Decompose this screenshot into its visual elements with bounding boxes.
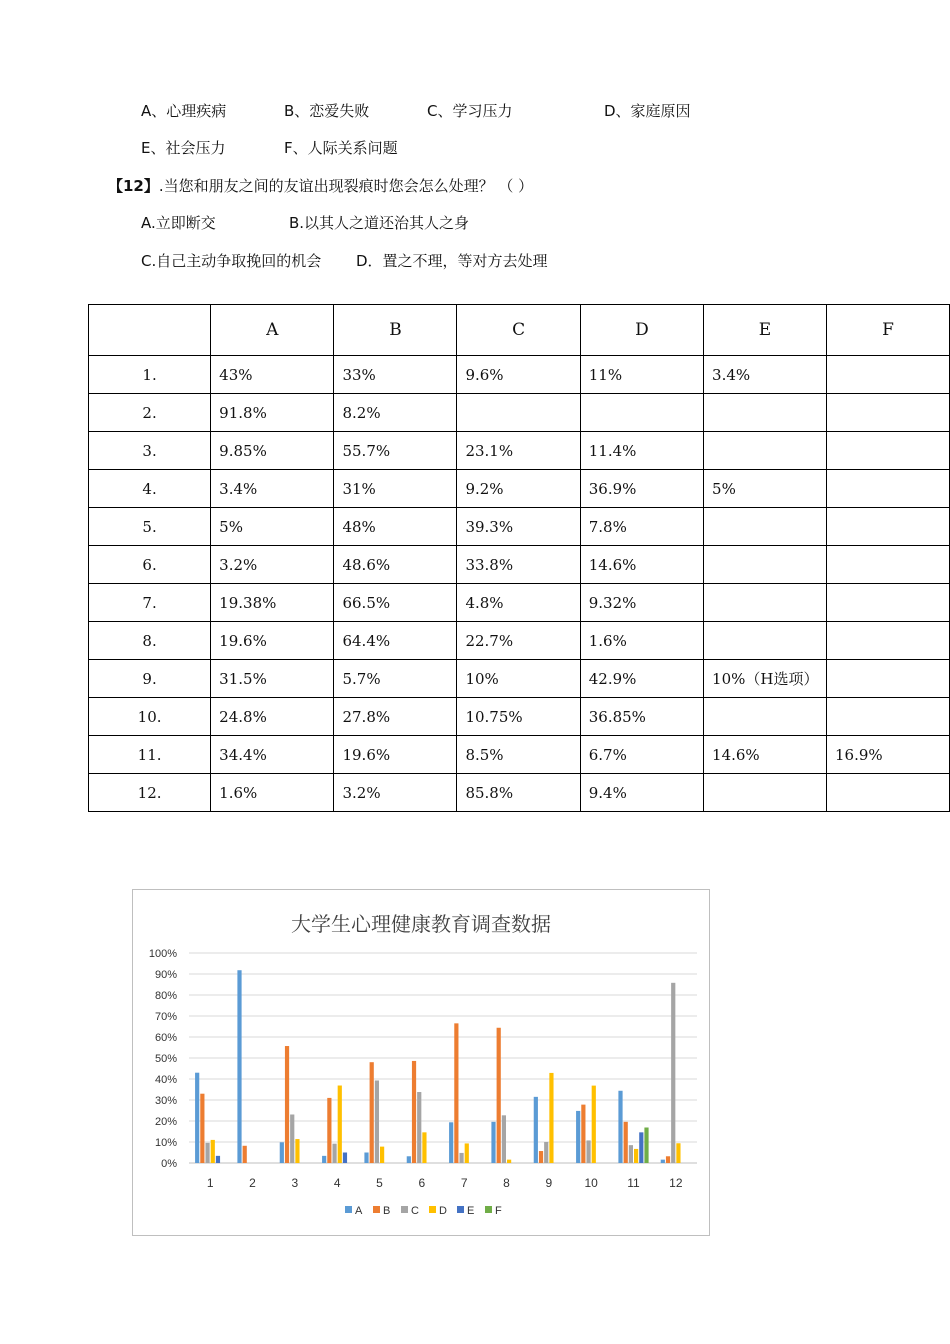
bar-A-6 xyxy=(407,1156,411,1163)
q12-option-c: C.自己主动争取挽回的机会 xyxy=(141,252,322,270)
table-cell: 16.9% xyxy=(827,736,950,774)
table-cell: 36.85% xyxy=(580,698,703,736)
table-cell: 43% xyxy=(211,356,334,394)
bar-B-3 xyxy=(285,1046,289,1163)
table-cell xyxy=(827,584,950,622)
bar-B-4 xyxy=(327,1098,331,1163)
chart-title: 大学生心理健康教育调查数据 xyxy=(291,912,551,936)
table-cell: 34.4% xyxy=(211,736,334,774)
row-number-cell: 2. xyxy=(89,394,211,432)
table-row xyxy=(89,508,950,546)
table-cell: 9.85% xyxy=(211,432,334,470)
table-cell xyxy=(580,394,703,432)
table-cell: 9.2% xyxy=(457,470,580,508)
table-cell: 9.4% xyxy=(580,774,703,812)
table-cell xyxy=(827,660,950,698)
option-f-text: F、人际关系问题 xyxy=(284,139,398,157)
table-cell xyxy=(827,508,950,546)
table-body xyxy=(89,356,950,812)
bar-A-10 xyxy=(576,1111,580,1163)
table-row xyxy=(89,546,950,584)
bar-D-8 xyxy=(507,1160,511,1163)
table-cell: 19.6% xyxy=(334,736,457,774)
table-row xyxy=(89,622,950,660)
bar-C-8 xyxy=(502,1115,506,1163)
bar-D-1 xyxy=(211,1140,215,1163)
y-tick-label: 100% xyxy=(148,948,177,960)
y-tick-label: 50% xyxy=(154,1053,177,1065)
table-cell: 11% xyxy=(580,356,703,394)
table-cell: 5.7% xyxy=(334,660,457,698)
row-number-cell: 5. xyxy=(89,508,211,546)
table-cell xyxy=(704,394,827,432)
table-row xyxy=(89,470,950,508)
bar-E-4 xyxy=(343,1153,347,1164)
bar-A-1 xyxy=(195,1073,199,1163)
header-cell: F xyxy=(827,305,950,356)
bar-B-6 xyxy=(412,1061,416,1163)
question-number: 【12】 xyxy=(108,177,159,195)
bar-E-11 xyxy=(639,1132,643,1163)
table-cell: 3.4% xyxy=(211,470,334,508)
table-cell: 31% xyxy=(334,470,457,508)
row-number-cell: 3. xyxy=(89,432,211,470)
table-cell: 11.4% xyxy=(580,432,703,470)
y-tick-label: 10% xyxy=(154,1137,177,1149)
y-tick-label: 70% xyxy=(154,1011,177,1023)
table-row xyxy=(89,736,950,774)
bar-B-2 xyxy=(243,1146,247,1163)
row-number-cell: 11. xyxy=(89,736,211,774)
table-cell xyxy=(457,394,580,432)
table-cell xyxy=(704,584,827,622)
row-number-cell: 7. xyxy=(89,584,211,622)
table-cell: 42.9% xyxy=(580,660,703,698)
table-cell: 23.1% xyxy=(457,432,580,470)
bar-A-12 xyxy=(661,1160,665,1163)
bar-B-12 xyxy=(666,1156,670,1163)
x-tick-label: 4 xyxy=(333,1176,341,1190)
x-tick-label: 9 xyxy=(545,1176,553,1190)
table-cell xyxy=(827,432,950,470)
header-cell: B xyxy=(334,305,457,356)
table-cell: 39.3% xyxy=(457,508,580,546)
x-tick-label: 6 xyxy=(418,1176,426,1190)
table-cell: 33.8% xyxy=(457,546,580,584)
bar-C-3 xyxy=(290,1114,294,1163)
bar-D-11 xyxy=(634,1149,638,1163)
table-cell: 10%（H选项） xyxy=(704,660,827,698)
table-cell: 6.7% xyxy=(580,736,703,774)
table-cell: 9.32% xyxy=(580,584,703,622)
bar-chart xyxy=(132,889,710,1236)
table-cell: 19.38% xyxy=(211,584,334,622)
bar-A-4 xyxy=(322,1156,326,1163)
row-number-cell: 4. xyxy=(89,470,211,508)
option-d-text: D、家庭原因 xyxy=(604,102,691,120)
row-number-cell: 8. xyxy=(89,622,211,660)
x-tick-label: 7 xyxy=(460,1176,468,1190)
bar-C-10 xyxy=(586,1140,590,1163)
table-cell xyxy=(704,698,827,736)
bar-D-9 xyxy=(549,1073,553,1163)
bar-A-11 xyxy=(618,1091,622,1163)
x-tick-label: 8 xyxy=(503,1176,510,1190)
survey-results-table xyxy=(88,304,950,812)
legend-label: E xyxy=(467,1205,475,1217)
legend-swatch-D xyxy=(429,1206,436,1213)
header-cell xyxy=(89,305,211,356)
bar-D-6 xyxy=(422,1132,426,1163)
table-cell: 4.8% xyxy=(457,584,580,622)
table-cell: 5% xyxy=(704,470,827,508)
bar-C-11 xyxy=(629,1145,633,1163)
option-e-text: E、社会压力 xyxy=(141,139,226,157)
y-tick-label: 30% xyxy=(154,1095,177,1107)
bar-D-10 xyxy=(592,1086,596,1163)
row-number-cell: 12. xyxy=(89,774,211,812)
legend-swatch-E xyxy=(457,1206,464,1213)
x-tick-label: 2 xyxy=(249,1176,256,1190)
q12-option-a: A.立即断交 xyxy=(141,214,216,232)
bar-D-4 xyxy=(338,1086,342,1163)
table-cell: 3.2% xyxy=(211,546,334,584)
legend-label: B xyxy=(383,1205,391,1217)
bar-D-7 xyxy=(465,1143,469,1163)
row-number-cell: 6. xyxy=(89,546,211,584)
option-c-text: C、学习压力 xyxy=(427,102,513,120)
table-cell xyxy=(704,546,827,584)
table-cell: 91.8% xyxy=(211,394,334,432)
x-tick-label: 5 xyxy=(376,1176,383,1190)
bar-C-9 xyxy=(544,1142,548,1163)
header-cell: A xyxy=(211,305,334,356)
table-cell xyxy=(704,432,827,470)
x-tick-label: 12 xyxy=(669,1176,683,1190)
table-cell: 14.6% xyxy=(704,736,827,774)
option-a-text: A、心理疾病 xyxy=(141,102,227,120)
header-cell: C xyxy=(457,305,580,356)
bar-B-11 xyxy=(624,1122,628,1163)
bar-A-9 xyxy=(534,1097,538,1163)
table-header-row xyxy=(89,305,950,356)
table-cell: 48.6% xyxy=(334,546,457,584)
table-cell: 10.75% xyxy=(457,698,580,736)
table-cell: 55.7% xyxy=(334,432,457,470)
x-tick-label: 1 xyxy=(206,1176,214,1190)
row-number-cell: 9. xyxy=(89,660,211,698)
table-cell xyxy=(827,546,950,584)
bar-F-11 xyxy=(644,1128,648,1163)
table-cell: 48% xyxy=(334,508,457,546)
q12-option-b: B.以其人之道还治其人之身 xyxy=(289,214,470,232)
x-tick-label: 10 xyxy=(584,1176,598,1190)
table-row xyxy=(89,584,950,622)
bar-A-7 xyxy=(449,1122,453,1163)
table-row xyxy=(89,774,950,812)
header-cell: E xyxy=(704,305,827,356)
table-cell: 24.8% xyxy=(211,698,334,736)
table-cell xyxy=(827,470,950,508)
table-cell xyxy=(704,508,827,546)
legend-label: F xyxy=(495,1205,502,1217)
table-row xyxy=(89,660,950,698)
table-cell: 8.5% xyxy=(457,736,580,774)
bar-D-12 xyxy=(676,1143,680,1163)
table-cell: 1.6% xyxy=(211,774,334,812)
bar-B-7 xyxy=(454,1023,458,1163)
question-text: .当您和朋友之间的友谊出现裂痕时您会怎么处理？ （ ） xyxy=(158,177,534,195)
bar-B-5 xyxy=(370,1062,374,1163)
bar-B-10 xyxy=(581,1105,585,1163)
bar-A-5 xyxy=(364,1153,368,1164)
table-cell xyxy=(704,774,827,812)
x-tick-label: 11 xyxy=(627,1176,640,1190)
bar-C-6 xyxy=(417,1092,421,1163)
bar-C-1 xyxy=(205,1143,209,1163)
legend-swatch-F xyxy=(485,1206,492,1213)
legend-swatch-B xyxy=(373,1206,380,1213)
bar-C-4 xyxy=(332,1144,336,1163)
bar-C-5 xyxy=(375,1080,379,1163)
question-12 xyxy=(108,175,533,196)
bar-B-8 xyxy=(497,1028,501,1163)
bar-B-1 xyxy=(200,1094,204,1163)
option-b-text: B、恋爱失败 xyxy=(284,102,370,120)
table-cell xyxy=(827,356,950,394)
table-cell: 27.8% xyxy=(334,698,457,736)
row-number-cell: 1. xyxy=(89,356,211,394)
legend-label: A xyxy=(355,1205,363,1217)
bar-C-12 xyxy=(671,983,675,1163)
table-cell: 64.4% xyxy=(334,622,457,660)
table-cell xyxy=(827,622,950,660)
table-cell: 3.2% xyxy=(334,774,457,812)
q12-option-d: D．置之不理，等对方去处理 xyxy=(356,252,548,270)
row-number-cell: 10. xyxy=(89,698,211,736)
table-cell: 33% xyxy=(334,356,457,394)
bar-A-3 xyxy=(280,1142,284,1163)
y-tick-label: 60% xyxy=(154,1032,177,1044)
table-cell: 9.6% xyxy=(457,356,580,394)
y-tick-label: 40% xyxy=(154,1074,177,1086)
table-cell xyxy=(827,774,950,812)
x-tick-label: 3 xyxy=(291,1176,299,1190)
table-cell: 7.8% xyxy=(580,508,703,546)
table-cell: 5% xyxy=(211,508,334,546)
table-cell xyxy=(827,394,950,432)
table-cell: 8.2% xyxy=(334,394,457,432)
table-cell: 14.6% xyxy=(580,546,703,584)
legend-label: C xyxy=(411,1205,419,1217)
table-cell: 19.6% xyxy=(211,622,334,660)
bar-D-5 xyxy=(380,1147,384,1163)
y-tick-label: 0% xyxy=(161,1158,177,1170)
table-row xyxy=(89,356,950,394)
table-row xyxy=(89,432,950,470)
table-cell: 66.5% xyxy=(334,584,457,622)
table-cell xyxy=(704,622,827,660)
y-tick-label: 90% xyxy=(154,969,177,981)
legend-swatch-A xyxy=(345,1206,352,1213)
bar-C-7 xyxy=(459,1153,463,1163)
table-cell: 31.5% xyxy=(211,660,334,698)
table-cell: 36.9% xyxy=(580,470,703,508)
bar-A-8 xyxy=(491,1122,495,1163)
bar-B-9 xyxy=(539,1151,543,1163)
table-cell: 10% xyxy=(457,660,580,698)
table-row xyxy=(89,698,950,736)
legend-label: D xyxy=(439,1205,447,1217)
table-cell: 85.8% xyxy=(457,774,580,812)
legend-swatch-C xyxy=(401,1206,408,1213)
chart-svg xyxy=(133,890,709,1235)
table-cell xyxy=(827,698,950,736)
table-cell: 22.7% xyxy=(457,622,580,660)
bar-D-3 xyxy=(295,1139,299,1163)
bar-E-1 xyxy=(216,1156,220,1163)
table-cell: 3.4% xyxy=(704,356,827,394)
bar-A-2 xyxy=(237,970,241,1163)
table-row xyxy=(89,394,950,432)
y-tick-label: 20% xyxy=(154,1116,177,1128)
header-cell: D xyxy=(580,305,703,356)
y-tick-label: 80% xyxy=(154,990,177,1002)
table-cell: 1.6% xyxy=(580,622,703,660)
